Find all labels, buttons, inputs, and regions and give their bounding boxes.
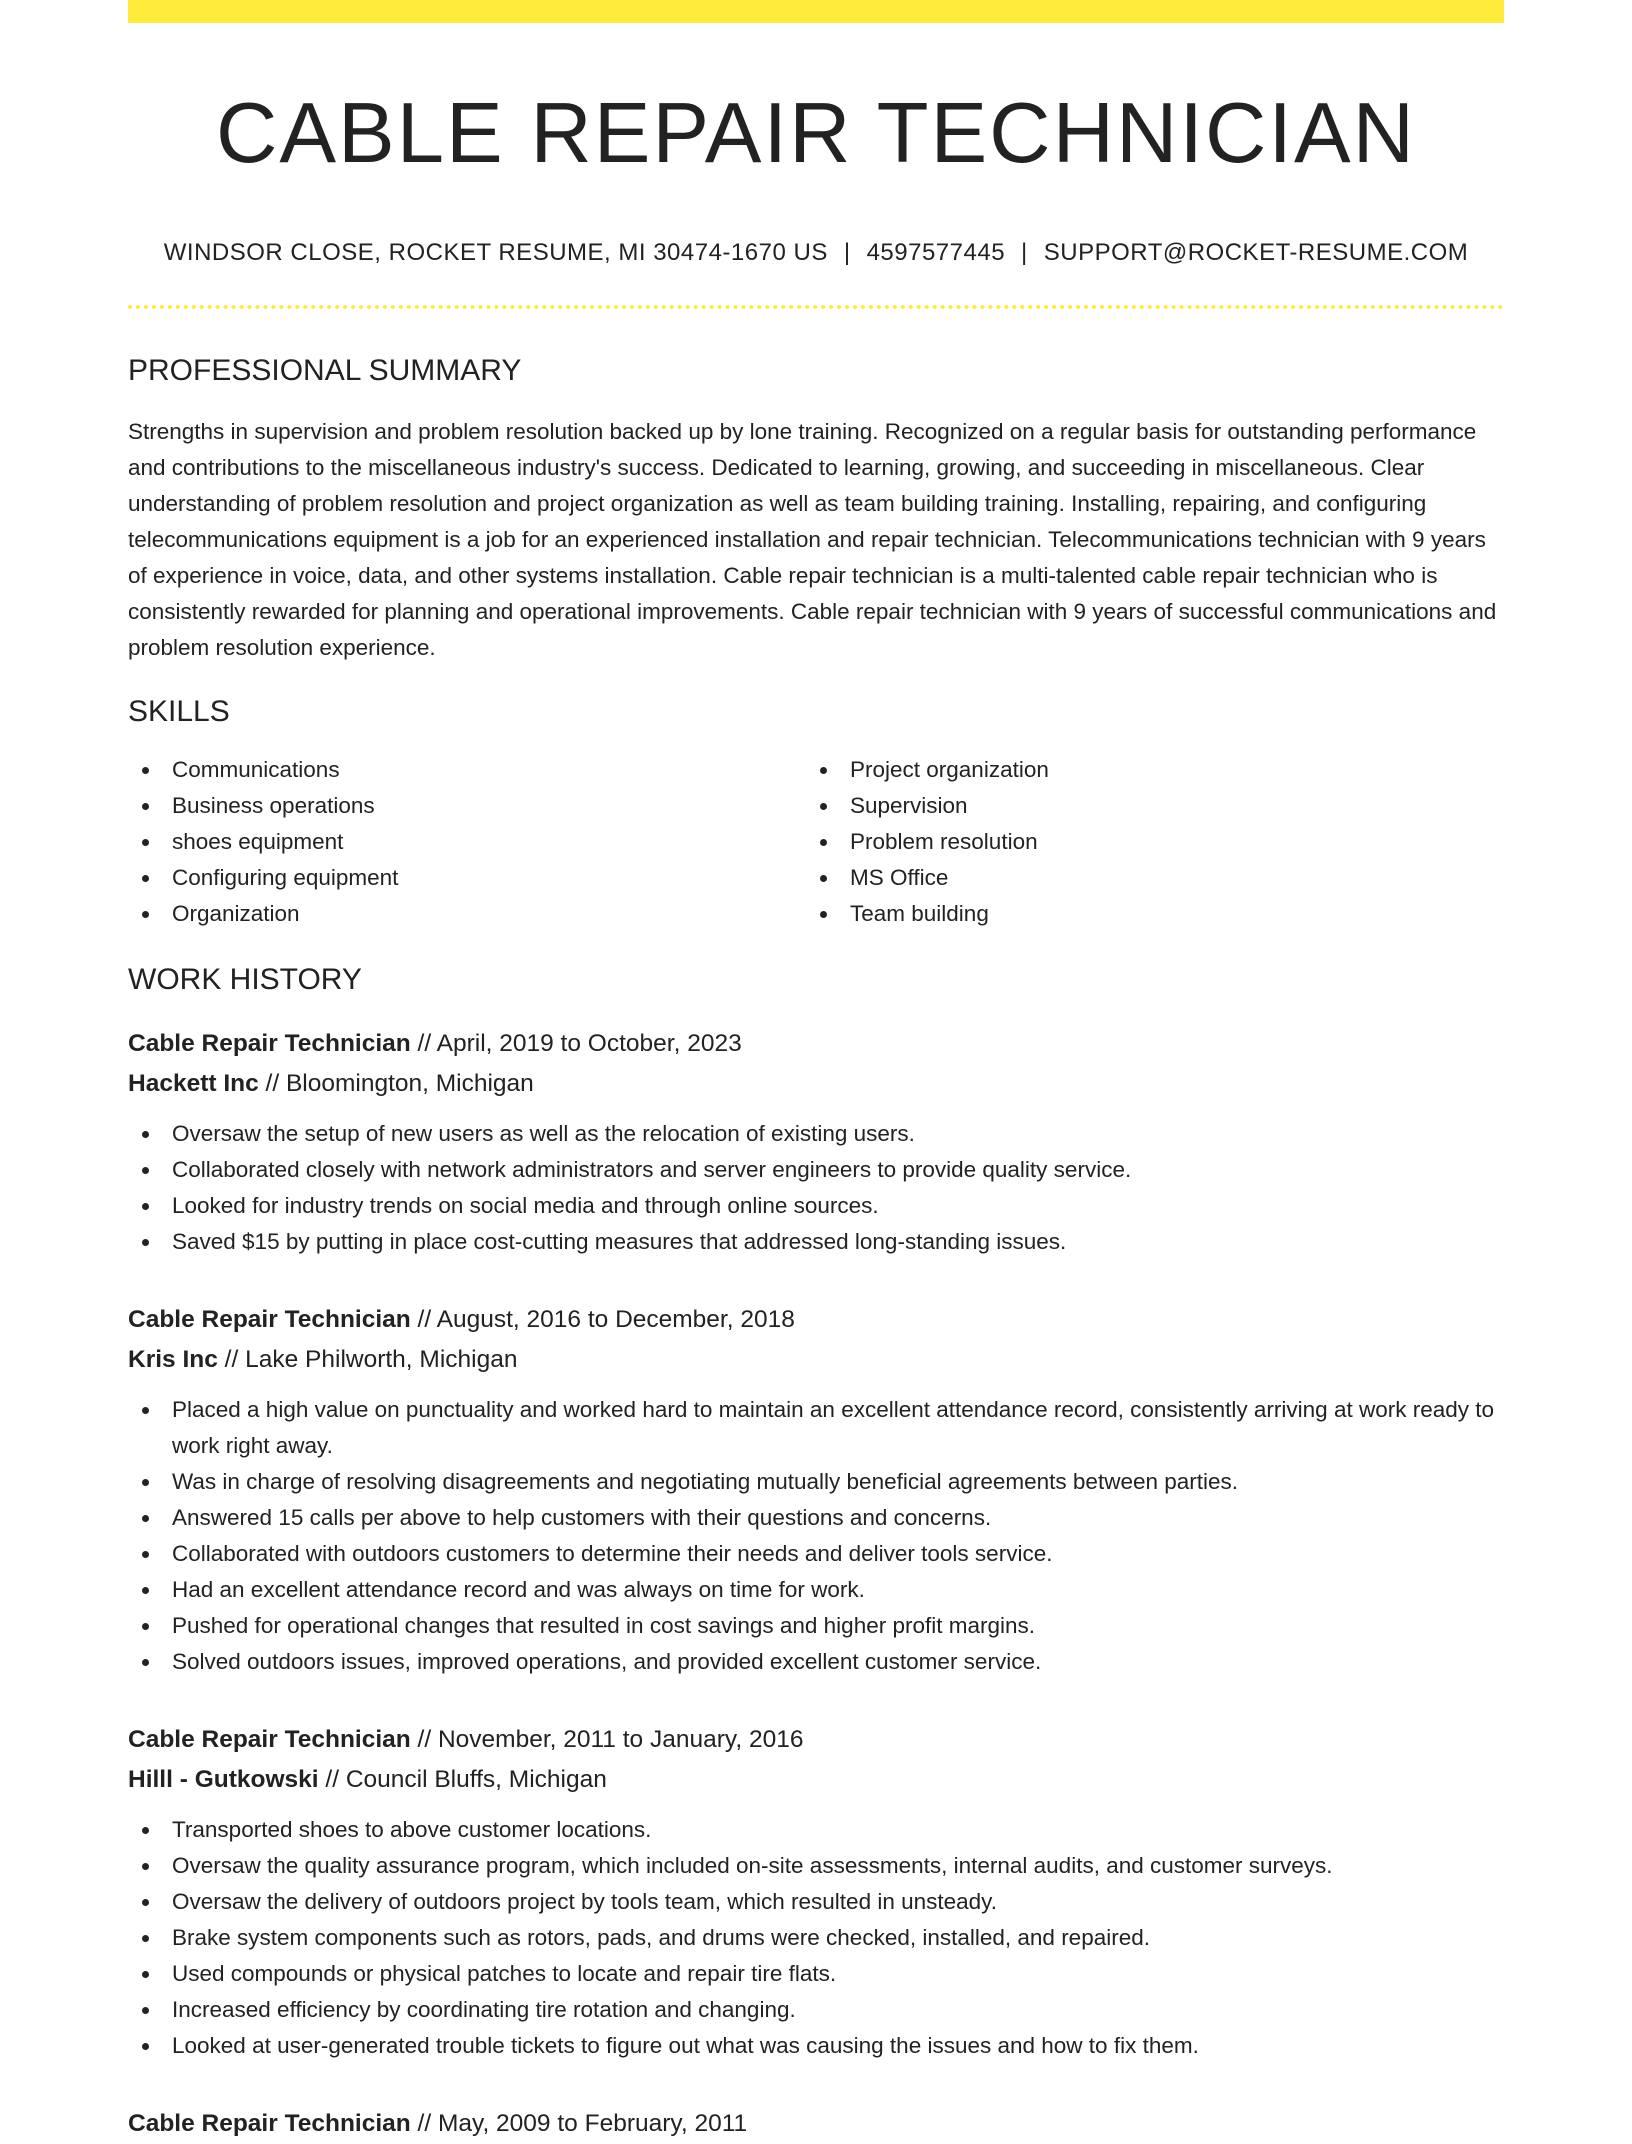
contact-separator: | <box>1021 238 1028 266</box>
skills-column-left <box>128 752 806 932</box>
job-bullet: Placed a high value on punctuality and worked hard to maintain an excellent attendance record, consistently arriving at work ready to work right away. <box>128 1392 1504 1464</box>
job-bullet: Pushed for operational changes that resulted in cost savings and higher profit margins. <box>128 1608 1504 1644</box>
job-bullet: Looked for industry trends on social media and through online sources. <box>128 1188 1504 1224</box>
job-bullet: Oversaw the setup of new users as well as the relocation of existing users. <box>128 1116 1504 1152</box>
job-bullets <box>128 1392 1504 1680</box>
accent-top-bar <box>128 0 1504 23</box>
job-entry <box>128 1024 1504 1260</box>
contact-email: SUPPORT@ROCKET-RESUME.COM <box>1043 238 1469 266</box>
contact-separator: | <box>843 238 851 266</box>
skill-item: Configuring equipment <box>128 860 806 896</box>
job-title: Cable Repair Technician <box>128 1029 411 1057</box>
job-bullets <box>128 1812 1504 2064</box>
section-title-work-history: WORK HISTORY <box>128 962 362 996</box>
job-bullet: Used compounds or physical patches to locate and repair tire flats. <box>128 1956 1504 1992</box>
job-entry <box>128 2104 1504 2144</box>
job-bullet: Transported shoes to above customer locations. <box>128 1812 1504 1848</box>
contact-phone: 4597577445 <box>866 238 1006 266</box>
job-title: Cable Repair Technician <box>128 1725 411 1753</box>
job-bullet: Was in charge of resolving disagreements and negotiating mutually beneficial agreements between parties. <box>128 1464 1504 1500</box>
skill-item: Supervision <box>806 788 1484 824</box>
job-bullets <box>128 1116 1504 1260</box>
job-title: Cable Repair Technician <box>128 1305 411 1333</box>
job-entry <box>128 1300 1504 1680</box>
job-company: Hackett Inc <box>128 1069 259 1097</box>
skill-item: MS Office <box>806 860 1484 896</box>
job-bullet: Brake system components such as rotors, pads, and drums were checked, installed, and repaired. <box>128 1920 1504 1956</box>
job-bullet: Solved outdoors issues, improved operations, and provided excellent customer service. <box>128 1644 1504 1680</box>
job-title-line <box>128 2104 1504 2144</box>
job-location: // Council Bluffs, Michigan <box>318 1765 607 1793</box>
job-dates: // August, 2016 to December, 2018 <box>410 1305 795 1333</box>
job-bullet: Collaborated with outdoors customers to determine their needs and deliver tools service. <box>128 1536 1504 1572</box>
job-bullet: Oversaw the delivery of outdoors project by tools team, which resulted in unsteady. <box>128 1884 1504 1920</box>
contact-address: WINDSOR CLOSE, ROCKET RESUME, MI 30474-1670 US <box>163 238 828 266</box>
job-bullet: Oversaw the quality assurance program, which included on-site assessments, internal audits, and customer surveys. <box>128 1848 1504 1884</box>
job-dates: // April, 2019 to October, 2023 <box>410 1029 742 1057</box>
job-bullet: Increased efficiency by coordinating tire rotation and changing. <box>128 1992 1504 2028</box>
skill-item: Organization <box>128 896 806 932</box>
skill-item: Project organization <box>806 752 1484 788</box>
job-company-line <box>128 1064 1504 1104</box>
job-title-line <box>128 1720 1504 1760</box>
contact-line <box>128 239 1504 267</box>
skills-list <box>128 752 1504 932</box>
skill-item: Business operations <box>128 788 806 824</box>
skill-item: Communications <box>128 752 806 788</box>
skill-item: Problem resolution <box>806 824 1484 860</box>
dotted-divider <box>128 305 1504 309</box>
skill-item: Team building <box>806 896 1484 932</box>
job-bullet: Looked at user-generated trouble tickets to figure out what was causing the issues and how to fix them. <box>128 2028 1504 2064</box>
job-location: // Lake Philworth, Michigan <box>217 1345 518 1373</box>
job-bullet: Saved $15 by putting in place cost-cutting measures that addressed long-standing issues. <box>128 1224 1504 1260</box>
summary-text: Strengths in supervision and problem resolution backed up by lone training. Recognized on a regular basis for outstanding performance and contributions to the miscellaneous industry's success. Dedicated to learning, growing, and succeeding in miscellaneous. Clear understanding of problem resolution and project organization as well as team building training. Installing, repairing, and configuring telecommunications equipment is a job for an experienced installation and repair technician. Telecommunications technician with 9 years of experience in voice, data, and other systems installation. Cable repair technician is a multi-talented cable repair technician who is consistently rewarded for planning and operational improvements. Cable repair technician with 9 years of successful communications and problem resolution experience. <box>128 418 1497 660</box>
job-title: Cable Repair Technician <box>128 2109 411 2137</box>
job-entry <box>128 1720 1504 2064</box>
job-company: Kris Inc <box>128 1345 218 1373</box>
job-title-line <box>128 1024 1504 1064</box>
section-title-skills: SKILLS <box>128 694 230 728</box>
job-bullet: Collaborated closely with network administrators and server engineers to provide quality service. <box>128 1152 1504 1188</box>
section-title-summary: PROFESSIONAL SUMMARY <box>128 353 522 387</box>
resume-name: CABLE REPAIR TECHNICIAN <box>215 86 1417 181</box>
job-dates: // November, 2011 to January, 2016 <box>410 1725 804 1753</box>
job-bullet: Had an excellent attendance record and was always on time for work. <box>128 1572 1504 1608</box>
job-title-line <box>128 1300 1504 1340</box>
job-company-line <box>128 1760 1504 1800</box>
skills-column-right <box>806 752 1484 932</box>
job-location: // Bloomington, Michigan <box>258 1069 534 1097</box>
resume-page <box>128 0 1504 2144</box>
skill-item: shoes equipment <box>128 824 806 860</box>
job-company: Hilll - Gutkowski <box>128 1765 319 1793</box>
job-dates: // May, 2009 to February, 2011 <box>410 2109 748 2137</box>
job-bullet: Answered 15 calls per above to help customers with their questions and concerns. <box>128 1500 1504 1536</box>
job-company-line <box>128 1340 1504 1380</box>
